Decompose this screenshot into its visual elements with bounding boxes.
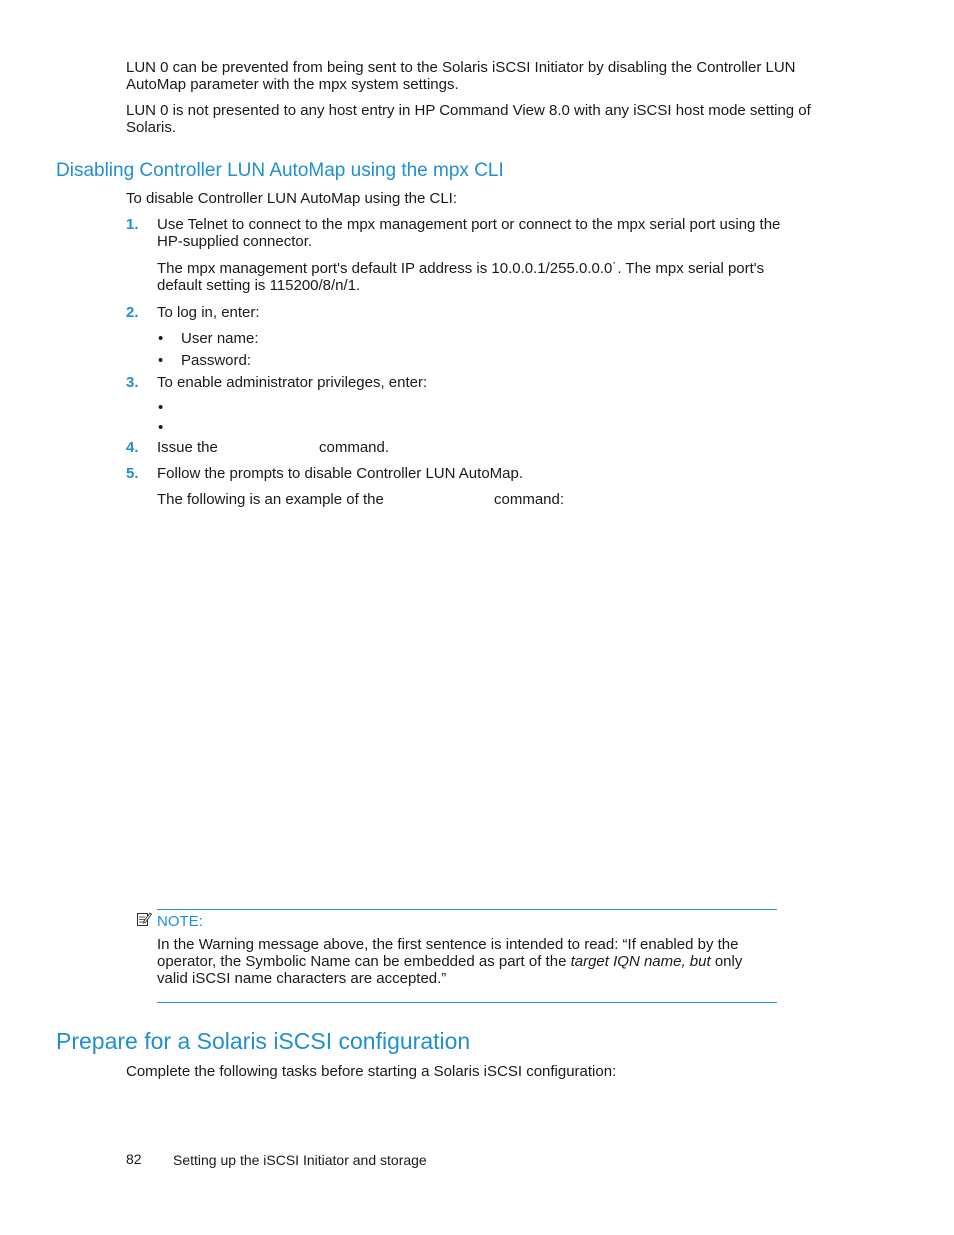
- step-5-sub-after: command:: [494, 491, 565, 508]
- section-lead: To disable Controller LUN AutoMap using the CLI:: [126, 190, 458, 207]
- bullet-icon: •: [158, 399, 164, 416]
- intro-paragraph-2: LUN 0 is not presented to any host entry in HP Command View 8.0 with any iSCSI host mode setting of Solaris.: [126, 102, 811, 136]
- note-text-regular-end: only valid iSCSI name characters are accepted.”: [157, 953, 743, 987]
- note-pencil-icon: [136, 911, 152, 927]
- note-bottom-rule: [157, 1002, 777, 1003]
- step-number-5: 5.: [126, 465, 139, 482]
- note-text: [157, 936, 757, 987]
- step-2-bullet-password: Password:: [181, 352, 252, 369]
- bullet-icon: •: [158, 419, 164, 436]
- intro-paragraph-1: LUN 0 can be prevented from being sent to the Solaris iSCSI Initiator by disabling the Controller LUN AutoMap parameter with the mpx system settings.: [126, 59, 796, 93]
- step-number-4: 4.: [126, 439, 139, 456]
- note-top-rule: [157, 909, 777, 910]
- step-5-sub-before: The following is an example of the: [157, 491, 384, 508]
- step-3-text: To enable administrator privileges, enter:: [157, 374, 428, 391]
- note-text-italic: target IQN name, but: [570, 953, 711, 970]
- step-2-text: To log in, enter:: [157, 304, 260, 321]
- step-number-1: 1.: [126, 216, 139, 233]
- bullet-icon: •: [158, 352, 164, 369]
- step-2-bullet-username: User name:: [181, 330, 259, 347]
- page-number: 82: [126, 1151, 142, 1167]
- footer-title: Setting up the iSCSI Initiator and storage: [173, 1152, 427, 1168]
- step-number-3: 3.: [126, 374, 139, 391]
- note-text-regular: In the Warning message above, the first sentence is intended to read: “If enabled by the operator, the Symbolic Name can be embedded as part of the: [157, 936, 739, 970]
- note-label: NOTE:: [157, 913, 203, 930]
- section-heading-prepare-solaris: Prepare for a Solaris iSCSI configuration: [56, 1028, 471, 1054]
- step-1-text: Use Telnet to connect to the mpx management port or connect to the mpx serial port using the HP-supplied connector.: [157, 216, 781, 250]
- step-4-text-after: command.: [319, 439, 390, 456]
- step-1-subtext: The mpx management port's default IP address is 10.0.0.1/255.0.0.0˙. The mpx serial port's default setting is 115200/8/n/1.: [157, 260, 765, 294]
- section-heading-disable-automap: Disabling Controller LUN AutoMap using the mpx CLI: [56, 160, 504, 181]
- bullet-icon: •: [158, 330, 164, 347]
- step-number-2: 2.: [126, 304, 139, 321]
- step-4-text-before: Issue the: [157, 439, 218, 456]
- step-5-text: Follow the prompts to disable Controller LUN AutoMap.: [157, 465, 524, 482]
- section2-lead: Complete the following tasks before starting a Solaris iSCSI configuration:: [126, 1063, 617, 1080]
